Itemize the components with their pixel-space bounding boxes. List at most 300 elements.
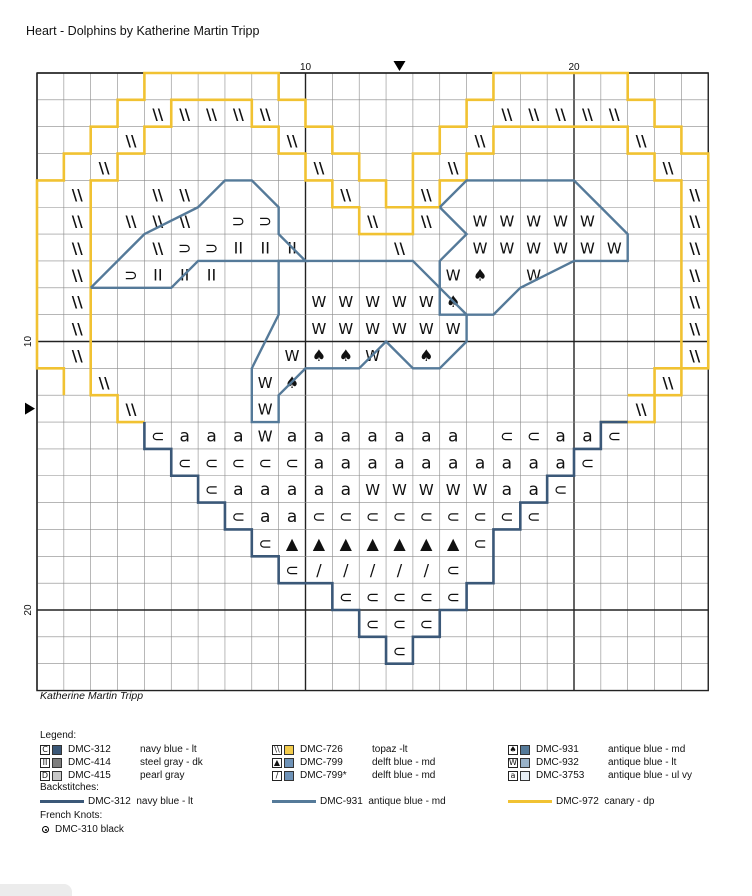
stitch-cell: [312, 320, 327, 338]
stitch-cell: [582, 426, 592, 446]
stitch-symbol: ⊂: [473, 507, 487, 527]
stitch-cell: [446, 266, 461, 284]
stitch-symbol: W: [418, 293, 434, 312]
stitch-symbol: \\: [152, 185, 164, 204]
stitch-symbol: \\: [71, 346, 83, 365]
stitch-cell: [393, 614, 406, 633]
legend-item: [508, 743, 685, 756]
legend-heading: Legend:: [40, 730, 77, 741]
stitch-symbol: a: [474, 453, 486, 474]
legend-name: pearl gray: [140, 770, 185, 781]
stitch-symbol: W: [553, 212, 568, 231]
stitch-symbol: ▲: [393, 533, 406, 553]
backstitch-item: [272, 795, 446, 808]
stitch-symbol: II: [287, 238, 297, 258]
stitch-symbol: ⊂: [419, 614, 434, 634]
stitch-symbol: W: [526, 266, 542, 285]
stitch-symbol: \\: [581, 105, 593, 124]
stitch-symbol: \\: [179, 105, 191, 124]
stitch-cell: [527, 426, 540, 445]
legend: [40, 730, 730, 840]
legend-name: navy blue - lt: [140, 744, 197, 755]
legend-symbol: W: [509, 757, 517, 767]
legend-code: DMC-312: [68, 744, 111, 755]
stitch-cell: [393, 588, 406, 607]
legend-code: DMC-799*: [300, 770, 347, 781]
stitch-symbol: a: [340, 480, 351, 501]
stitch-symbol: a: [179, 426, 190, 447]
stitch-cell: [473, 240, 488, 258]
stitch-symbol: /: [423, 560, 430, 580]
legend-symbol: a: [508, 771, 518, 781]
stitch-cell: [397, 561, 403, 580]
stitch-cell: [341, 480, 351, 500]
stitch-cell: [72, 186, 83, 204]
stitch-symbol: a: [528, 480, 539, 501]
stitch-symbol: \\: [501, 105, 513, 124]
legend-item: [272, 743, 408, 756]
stitch-cell: [367, 453, 377, 473]
stitch-symbol: \\: [98, 158, 110, 177]
stitch-cell: [259, 534, 272, 553]
stitch-symbol: ⊂: [285, 453, 299, 473]
stitch-cell: [689, 240, 700, 258]
stitch-symbol: \\: [286, 132, 298, 151]
stitch-cell: [125, 213, 136, 231]
stitch-symbol: ⊂: [177, 453, 192, 473]
stitch-cell: [475, 132, 486, 150]
stitch-cell: [555, 453, 565, 473]
stitch-symbol: \\: [662, 158, 674, 177]
stitch-cell: [313, 534, 326, 553]
stitch-symbol: \\: [71, 293, 83, 312]
backstitch-code: DMC-312: [88, 796, 137, 807]
stitch-symbol: a: [313, 453, 325, 474]
stitch-cell: [419, 320, 434, 338]
stitch-cell: [689, 347, 700, 365]
stitch-cell: [153, 265, 162, 284]
stitch-symbol: W: [606, 239, 622, 258]
stitch-symbol: ⊂: [580, 453, 595, 473]
stitch-cell: [367, 213, 378, 231]
stitch-symbol: /: [369, 560, 376, 580]
stitch-symbol: W: [257, 373, 273, 392]
stitch-cell: [500, 507, 513, 526]
legend-name: steel gray - dk: [140, 757, 203, 768]
stitch-symbol: ⊂: [365, 614, 380, 634]
stitch-cell: [312, 507, 325, 526]
stitch-cell: [99, 159, 110, 177]
designer-credit: Katherine Martin Tripp: [40, 690, 144, 702]
stitch-symbol: \\: [125, 132, 137, 151]
stitch-symbol: W: [392, 293, 407, 312]
stitch-cell: [421, 426, 431, 446]
stitch-cell: [72, 266, 83, 284]
stitch-symbol: a: [394, 426, 405, 447]
stitch-cell: [341, 426, 351, 446]
legend-code: DMC-3753: [536, 770, 585, 781]
legend-item: [40, 743, 197, 756]
stitch-cell: [420, 614, 433, 633]
left-axis-label: 10: [23, 335, 34, 348]
stitch-symbol: II: [260, 238, 270, 258]
stitch-symbol: \\: [152, 105, 164, 124]
stitch-cell: [607, 240, 622, 258]
stitch-symbol: W: [311, 320, 327, 339]
legend-swatch: [284, 771, 294, 781]
stitch-symbol: a: [528, 453, 539, 474]
legend-symbol: ♠: [509, 744, 517, 754]
stitch-symbol: \\: [689, 212, 701, 231]
stitch-cell: [314, 453, 324, 473]
stitch-symbol: W: [418, 481, 434, 500]
stitch-symbol: a: [260, 507, 271, 528]
stitch-cell: [473, 481, 488, 499]
stitch-cell: [125, 401, 136, 419]
stitch-cell: [446, 481, 461, 499]
stitch-symbol: \\: [447, 158, 459, 177]
stitch-cell: [608, 426, 621, 445]
stitch-symbol: II: [153, 265, 163, 285]
stitch-cell: [285, 561, 298, 580]
backstitch-code: DMC-931: [320, 796, 369, 807]
stitch-cell: [473, 507, 486, 526]
stitch-symbol: W: [284, 346, 300, 365]
legend-symbol: D: [41, 770, 49, 780]
stitch-cell: [314, 426, 324, 446]
legend-name: topaz -lt: [372, 744, 408, 755]
stitch-symbol: W: [365, 293, 381, 312]
stitch-cell: [125, 132, 136, 150]
legend-name: antique blue - md: [608, 744, 686, 755]
stitch-symbol: \\: [393, 239, 405, 258]
stitch-symbol: ⊂: [204, 453, 219, 473]
stitch-cell: [286, 534, 299, 553]
stitch-cell: [261, 239, 270, 258]
stitch-cell: [287, 507, 297, 527]
stitch-cell: [501, 105, 512, 123]
stitch-symbol: W: [365, 481, 381, 500]
stitch-cell: [689, 213, 700, 231]
stitch-symbol: W: [338, 320, 354, 339]
stitch-symbol: ⊂: [446, 587, 460, 607]
stitch-symbol: ⊂: [473, 533, 487, 553]
stitch-symbol: ⊂: [419, 507, 434, 527]
stitch-symbol: a: [367, 426, 378, 447]
stitch-cell: [446, 561, 459, 580]
stitch-symbol: a: [447, 426, 459, 447]
stitch-cell: [124, 265, 137, 284]
stitch-symbol: ⊂: [285, 560, 299, 580]
stitch-cell: [233, 426, 243, 446]
stitch-cell: [341, 453, 351, 473]
legend-symbol: ▲: [273, 757, 281, 767]
stitch-cell: [475, 453, 485, 473]
stitch-cell: [689, 266, 700, 284]
stitch-cell: [502, 453, 512, 473]
stitch-symbol: \\: [125, 212, 137, 231]
stitch-cell: [420, 588, 433, 607]
stitch-symbol: ⊂: [446, 560, 460, 580]
legend-name: delft blue - md: [372, 757, 436, 768]
stitch-symbol: \\: [474, 132, 486, 151]
stitch-symbol: W: [472, 239, 488, 258]
stitch-symbol: W: [526, 212, 542, 231]
stitch-symbol: \\: [689, 320, 701, 339]
stitch-cell: [338, 320, 353, 338]
stitch-symbol: ▲: [420, 533, 433, 553]
stitch-cell: [259, 212, 272, 231]
stitch-cell: [339, 588, 352, 607]
stitch-symbol: /: [396, 560, 403, 580]
stitch-cell: [473, 534, 486, 553]
stitch-cell: [394, 426, 404, 446]
stitch-symbol: ⊂: [527, 507, 541, 527]
stitch-cell: [259, 453, 272, 472]
stitch-symbol: W: [445, 320, 461, 339]
axis-markers: [23, 61, 580, 616]
stitch-cell: [392, 320, 407, 338]
stitch-cell: [662, 374, 673, 392]
stitch-symbol: \\: [555, 105, 567, 124]
legend-item: [272, 756, 435, 769]
stitch-cell: [316, 561, 322, 580]
stitch-symbol: W: [580, 212, 595, 231]
stitch-cell: [473, 265, 487, 284]
stitch-cell: [72, 347, 83, 365]
stitch-symbol: a: [421, 426, 432, 447]
stitch-symbol: II: [233, 238, 244, 258]
stitch-cell: [393, 641, 406, 660]
stitch-cell: [339, 346, 353, 365]
stitch-cell: [689, 186, 700, 204]
stitch-symbol: \\: [689, 346, 701, 365]
stitch-cell: [234, 239, 243, 258]
stitch-symbol: ⊃: [177, 238, 192, 258]
stitch-symbol: \\: [71, 212, 83, 231]
stitch-cell: [178, 453, 191, 472]
top-axis-label: 20: [568, 62, 580, 73]
stitch-cell: [312, 293, 327, 311]
stitch-symbol: W: [392, 481, 407, 500]
stitch-symbol: a: [367, 453, 378, 474]
stitch-cell: [179, 426, 189, 446]
legend-swatch: [284, 745, 294, 755]
stitch-cell: [393, 534, 406, 553]
stitch-cell: [206, 105, 217, 123]
stitch-cell: [72, 240, 83, 258]
top-axis-label: 10: [299, 62, 312, 73]
stitch-symbol: W: [445, 266, 461, 285]
stitch-cell: [528, 105, 539, 123]
stitch-symbol: ⊂: [500, 507, 514, 527]
stitch-cell: [258, 374, 273, 392]
stitch-symbol: \\: [689, 239, 701, 258]
stitch-symbol: \\: [608, 105, 620, 124]
stitch-cell: [580, 240, 595, 258]
legend-symbol: II: [40, 758, 50, 768]
stitch-cell: [207, 265, 216, 284]
stitch-cell: [421, 453, 431, 473]
stitch-symbol: a: [421, 453, 432, 474]
legend-swatch: [52, 745, 62, 755]
stitch-symbol: ⊂: [258, 533, 272, 553]
stitch-cell: [555, 426, 565, 446]
stitch-symbol: \\: [635, 400, 647, 419]
french-knots-heading: French Knots:: [40, 810, 103, 821]
stitch-cell: [447, 534, 460, 553]
legend-symbol: C: [40, 745, 50, 755]
stitch-cell: [260, 105, 271, 123]
stitch-cell: [205, 480, 218, 499]
stitch-symbol: ♠: [284, 372, 300, 392]
stitch-cell: [179, 105, 190, 123]
stitch-cell: [529, 453, 539, 473]
legend-swatch: [520, 771, 530, 781]
stitch-symbol: W: [499, 212, 515, 231]
backstitch-code: DMC-972: [556, 796, 605, 807]
stitch-symbol: a: [233, 426, 244, 447]
stitch-cell: [287, 426, 297, 446]
stitch-cell: [152, 186, 163, 204]
backstitch-line: [508, 800, 552, 803]
stitch-symbol: a: [233, 480, 244, 501]
stitch-symbol: ⊂: [312, 507, 326, 527]
stitch-symbol: a: [260, 480, 271, 501]
stitch-symbol: a: [286, 480, 298, 501]
stitch-symbol: II: [206, 265, 217, 285]
stitch-symbol: \\: [259, 105, 271, 124]
stitch-symbol: \\: [179, 185, 191, 204]
stitch-symbol: \\: [367, 212, 379, 231]
stitch-symbol: \\: [125, 400, 137, 419]
stitch-cell: [285, 453, 298, 472]
stitch-cell: [527, 507, 540, 526]
legend-swatch: [52, 771, 62, 781]
stitch-cell: [152, 105, 163, 123]
stitch-symbol: ⊂: [392, 507, 407, 527]
legend-symbol: \\: [272, 745, 282, 755]
stitch-cell: [609, 105, 620, 123]
stitch-symbol: W: [257, 427, 273, 446]
stitch-cell: [365, 320, 380, 338]
stitch-symbol: W: [392, 320, 407, 339]
stitch-cell: [151, 426, 164, 445]
stitch-symbol: a: [394, 453, 405, 474]
stitch-symbol: ▲: [366, 533, 379, 553]
stitch-cell: [365, 293, 380, 311]
legend-item: [508, 756, 676, 769]
legend-item: [272, 769, 435, 782]
left-axis-label: 20: [23, 604, 34, 616]
legend-code: DMC-726: [300, 744, 343, 755]
stitch-symbol: ⊂: [339, 587, 353, 607]
stitch-cell: [233, 105, 244, 123]
stitch-symbol: ⊃: [124, 265, 138, 285]
stitch-symbol: ⊂: [392, 614, 407, 634]
legend-symbol: /: [272, 771, 282, 781]
stitch-cell: [285, 347, 300, 365]
stitch-cell: [72, 213, 83, 231]
stitch-cell: [339, 507, 352, 526]
stitch-symbol: W: [338, 293, 354, 312]
stitch-symbol: II: [179, 265, 190, 285]
legend-code: DMC-931: [536, 744, 579, 755]
stitch-cell: [258, 427, 273, 445]
legend-item: [40, 769, 184, 782]
stitch-symbol: a: [286, 426, 298, 447]
stitch-cell: [152, 240, 163, 258]
stitch-cell: [636, 132, 647, 150]
stitch-symbol: /: [316, 560, 322, 580]
stitch-symbol: \\: [689, 293, 701, 312]
stitch-symbol: W: [499, 239, 515, 258]
stitch-cell: [367, 426, 377, 446]
stitch-symbol: ⊂: [500, 426, 514, 446]
stitch-cell: [232, 212, 245, 231]
legend-name: delft blue - md: [372, 770, 436, 781]
stitch-symbol: W: [526, 239, 542, 258]
stitch-cell: [392, 293, 407, 311]
stitch-symbol: ▲: [312, 533, 326, 553]
french-knot-code: DMC-310: [55, 824, 98, 835]
stitch-cell: [232, 453, 245, 472]
stitch-symbol: /: [343, 560, 349, 580]
stitch-cell: [366, 588, 379, 607]
stitch-symbol: ⊃: [258, 211, 272, 231]
stitch-cell: [394, 453, 404, 473]
stitch-symbol: ⊂: [258, 453, 272, 473]
stitch-cell: [287, 132, 298, 150]
stitch-cell: [314, 480, 324, 500]
stitch-symbol: \\: [152, 212, 164, 231]
stitch-symbol: ▲: [339, 533, 352, 553]
stitch-cell: [662, 159, 673, 177]
stitch-symbol: ♠: [311, 345, 327, 365]
stitch-symbol: ▲: [447, 533, 460, 553]
stitch-cell: [553, 213, 568, 231]
stitch-cell: [446, 588, 459, 607]
backstitch-item: [40, 795, 193, 808]
stitch-symbol: \\: [179, 212, 191, 231]
stitch-symbol: ♠: [419, 345, 434, 365]
stitch-symbol: \\: [635, 132, 647, 151]
stitch-symbol: a: [501, 453, 513, 474]
stitch-cell: [312, 346, 326, 365]
backstitch-name: navy blue - lt: [136, 796, 194, 807]
stitch-symbol: ♠: [472, 265, 488, 285]
french-knot-icon: [42, 826, 49, 833]
stitch-symbol: \\: [98, 373, 110, 392]
backstitch-line: [272, 800, 316, 803]
stitch-cell: [526, 213, 541, 231]
stitch-cell: [424, 561, 430, 580]
stitch-symbol: ⊂: [419, 587, 434, 607]
stitch-symbol: ⊂: [339, 507, 353, 527]
stitch-cell: [232, 507, 245, 526]
stitch-symbol: \\: [71, 239, 83, 258]
stitch-cell: [206, 426, 216, 446]
stitch-cell: [394, 240, 405, 258]
stitch-cell: [338, 293, 353, 311]
stitch-cell: [446, 320, 461, 338]
stitch-symbol: W: [580, 239, 595, 258]
stitch-cell: [72, 293, 83, 311]
stitch-symbol: \\: [206, 105, 218, 124]
legend-item: [508, 769, 692, 782]
stitch-symbol: ⊂: [392, 641, 407, 661]
stitch-cell: [500, 426, 513, 445]
